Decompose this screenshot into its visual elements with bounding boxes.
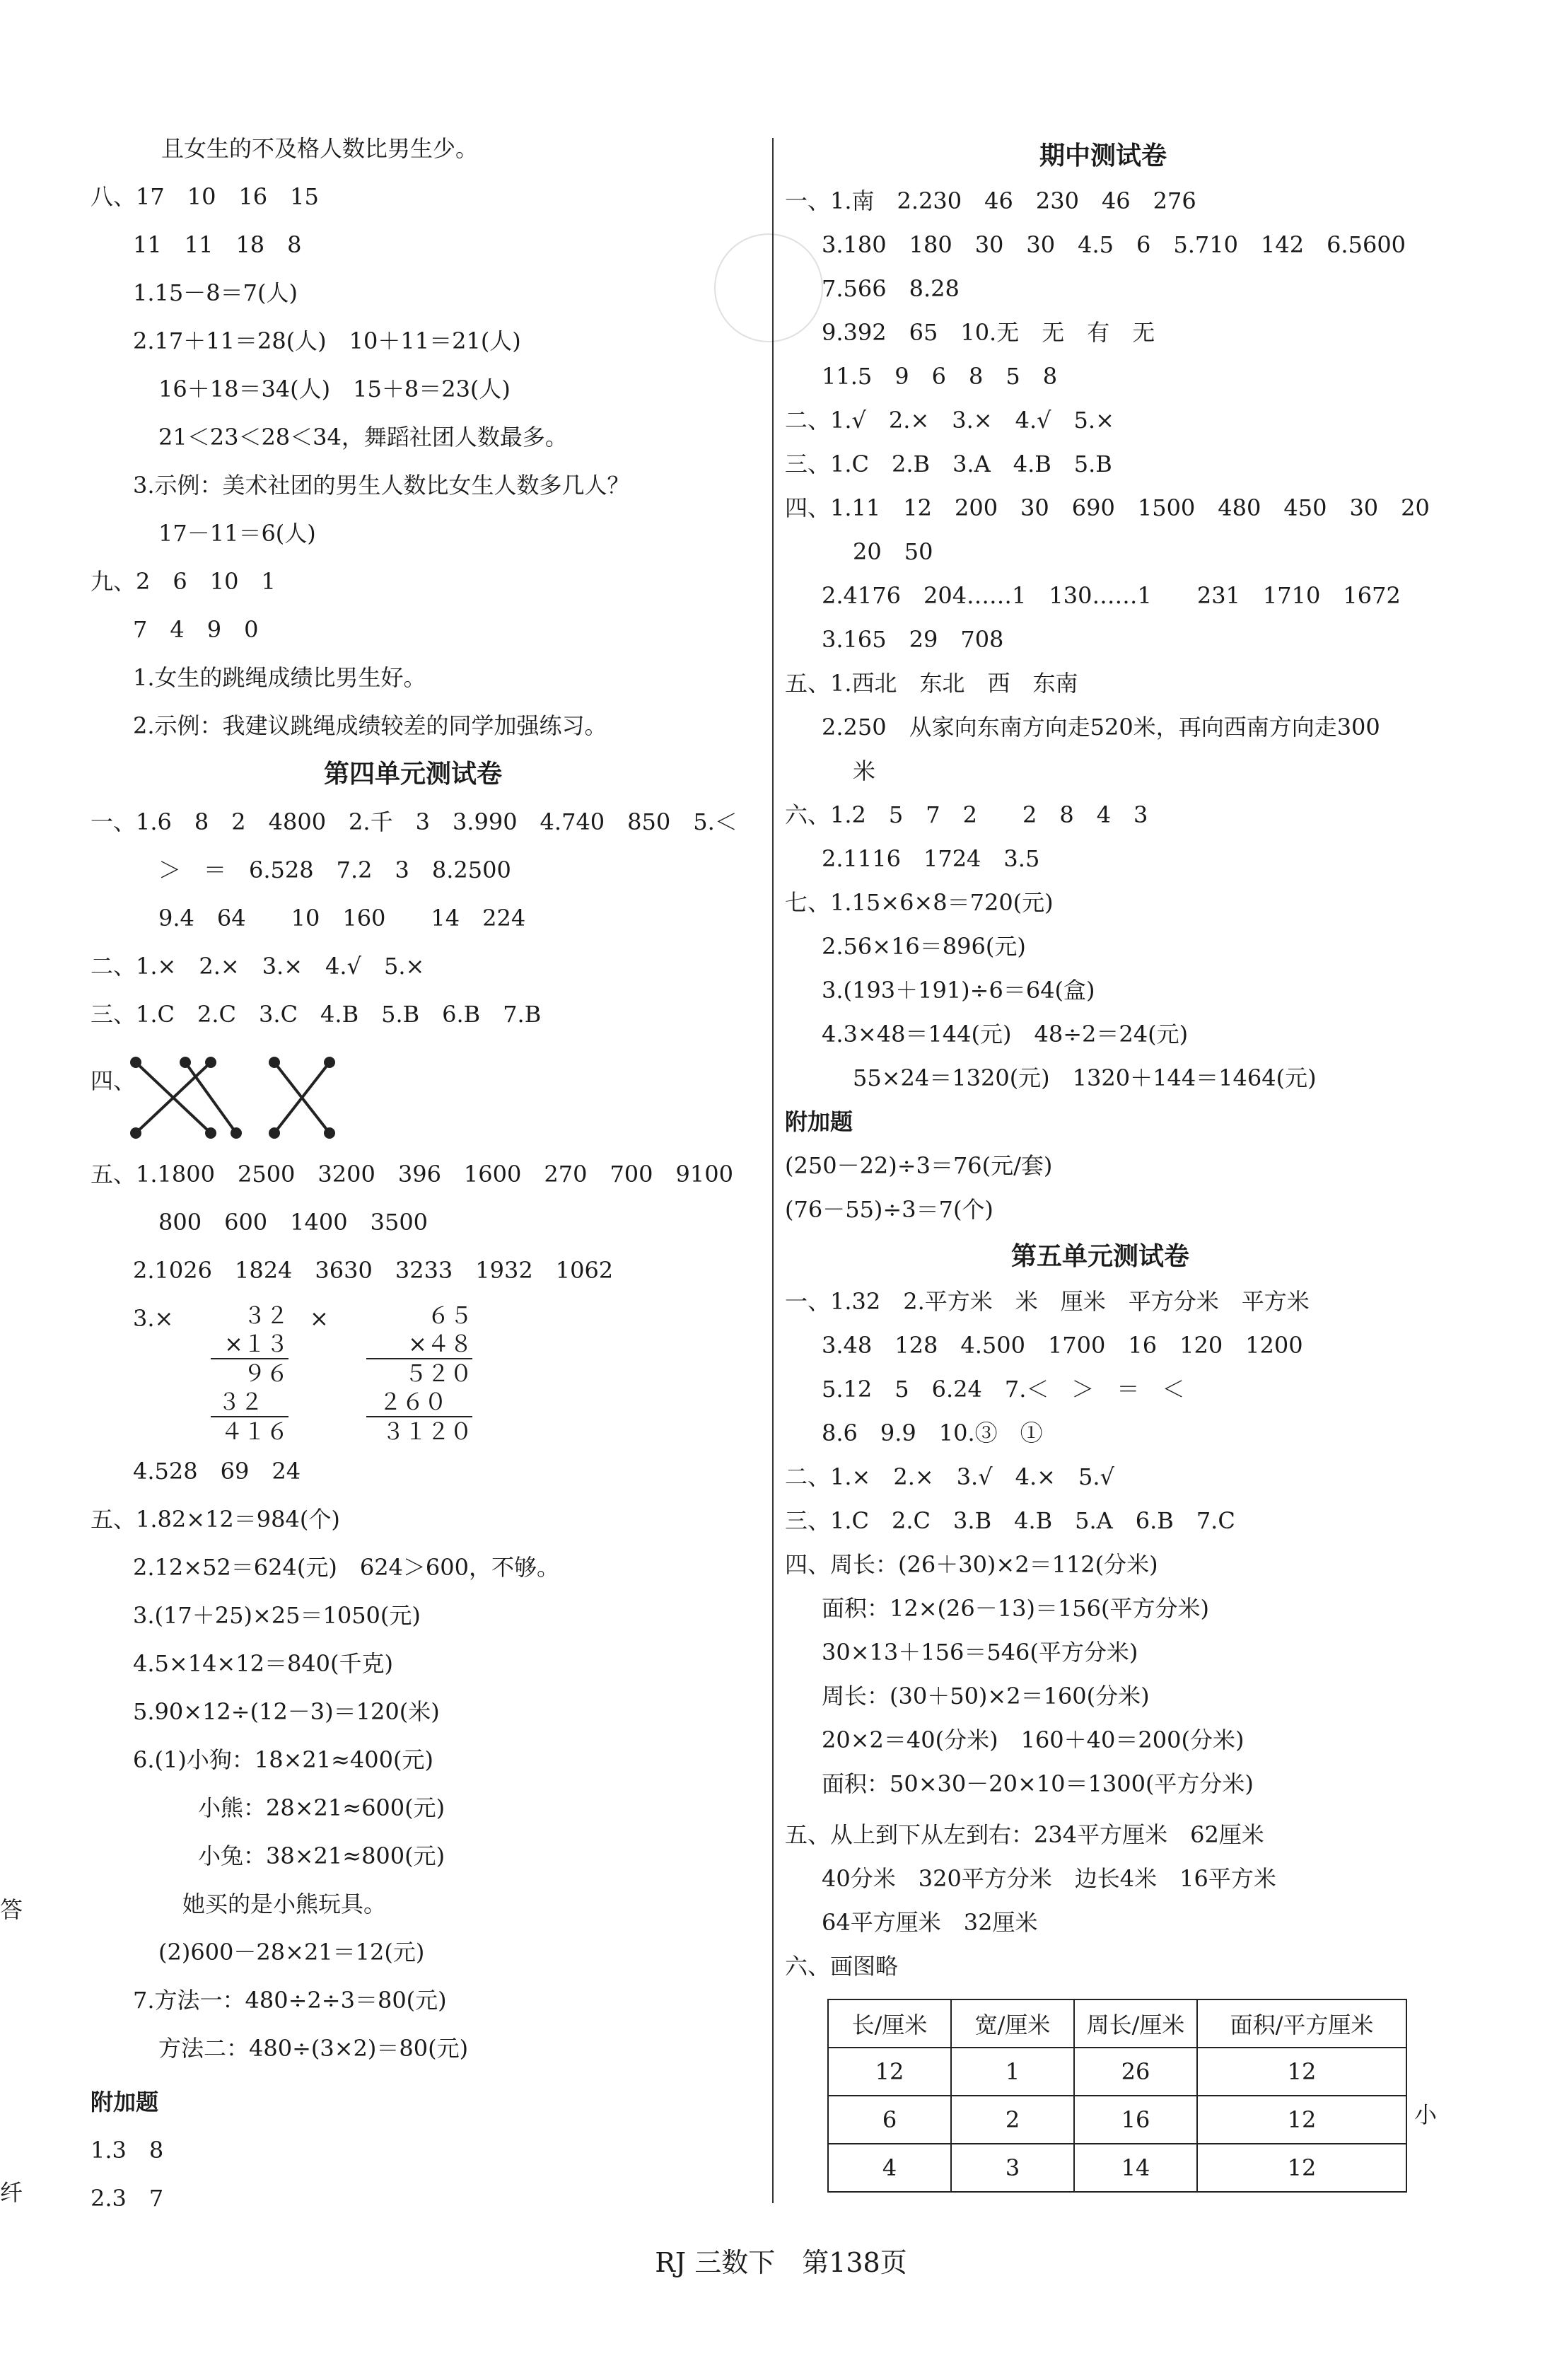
vertical-multiplication-2 [366,1301,472,1446]
dimensions-table [827,1999,1407,2193]
table-cell: 12 [828,2048,951,2096]
text-line: 2.12×52＝624(元) 624＞600，不够。 [133,1554,559,1581]
vm-number: ×１３ [211,1330,288,1359]
vm-number: ３２ [211,1388,288,1417]
text-line: 4.5×14×12＝840(千克) [133,1650,394,1677]
table-header: 宽/厘米 [951,1999,1074,2048]
text-line: 5.90×12÷(12－3)＝120(米) [133,1698,440,1725]
text-line: 面积：50×30－20×10＝1300(平方分米) [822,1770,1254,1797]
text-line: 3.48 128 4.500 1700 16 120 1200 [822,1332,1303,1359]
text-line: 七、1.15×6×8＝720(元) [785,889,1054,916]
text-line: 1.3 8 [91,2137,164,2164]
text-line: 1.女生的跳绳成绩比男生好。 [133,664,426,691]
bonus-heading: 附加题 [785,1108,853,1135]
vm-number: ９６ [243,1360,288,1387]
text-line: 4.3×48＝144(元) 48÷2＝24(元) [822,1021,1189,1047]
vm-number: ５２０ [404,1360,472,1387]
text-line: 二、1.× 2.× 3.√ 4.× 5.√ [785,1463,1114,1490]
table-header: 面积/平方厘米 [1197,1999,1406,2048]
faded-stamp [714,233,823,342]
text-line: 3.(193＋191)÷6＝64(盒) [822,977,1095,1004]
text-line: 五、从上到下从左到右：234平方厘米 62厘米 [785,1821,1264,1848]
text-line: 3.165 29 708 [822,626,1004,653]
text-line: 米 [853,757,876,784]
text-line: 11.5 9 6 8 5 8 [822,363,1058,390]
text-line: 9.4 64 10 160 14 224 [158,905,526,931]
text-line: 五、1.82×12＝984(个) [91,1506,340,1533]
text-line: 20×2＝40(分米) 160＋40＝200(分米) [822,1726,1245,1753]
section-8: 八、17 10 16 15 [91,183,319,210]
table-row [828,2144,1406,2192]
text-line: (76－55)÷3＝7(个) [785,1196,993,1223]
text-line: 六、画图略 [785,1953,899,1980]
table-cell: 12 [1197,2048,1406,2096]
table-cell: 12 [1197,2144,1406,2192]
text-line: 2.1026 1824 3630 3233 1932 1062 [133,1257,614,1284]
text-line: 3.180 180 30 30 4.5 6 5.710 142 6.5600 [822,231,1406,258]
text-line: 7.方法一：480÷2÷3＝80(元) [133,1987,447,2014]
table-row [828,2096,1406,2144]
text-line: 四、周长：(26＋30)×2＝112(分米) [785,1551,1158,1578]
text-line: 5.12 5 6.24 7.＜ ＞ ＝ ＜ [822,1376,1185,1403]
text-line: 她买的是小熊玩具。 [182,1891,387,1917]
section-9: 九、2 6 10 1 [91,568,276,595]
text-line: 四、 [91,1067,136,1094]
text-line: 五、1.西北 东北 西 东南 [785,670,1078,697]
text-line: 2.3 7 [91,2185,164,2212]
midterm-heading: 期中测试卷 [1039,141,1167,170]
text-line: 一、1.6 8 2 4800 2.千 3 3.990 4.740 850 5.＜ [91,808,738,835]
text-line: 1.15－8＝7(人) [133,279,298,306]
table-cell: 4 [828,2144,951,2192]
table-cell: 3 [951,2144,1074,2192]
table-side-note: 小 [1414,2101,1438,2128]
text-line: 16＋18＝34(人) 15＋8＝23(人) [158,376,511,402]
text-line: 11 11 18 8 [133,231,302,258]
text-line: 7.566 8.28 [822,275,960,302]
text-line: 6.(1)小狗：18×21≈400(元) [133,1746,433,1773]
table-header: 长/厘米 [828,1999,951,2048]
text-line: 21＜23＜28＜34，舞蹈社团人数最多。 [158,424,568,451]
column-divider [772,138,774,2203]
text-line: 六、1.2 5 7 2 2 8 4 3 [785,801,1148,828]
margin-char: 答 [0,1896,23,1923]
text-line: 4.528 69 24 [133,1458,301,1485]
text-line: 小兔：38×21≈800(元) [198,1842,445,1869]
text-line: 方法二：480÷(3×2)＝80(元) [158,2035,469,2062]
text-line: 2.4176 204……1 130……1 231 1710 1672 [822,582,1401,609]
vm-number: ３１２０ [381,1418,472,1445]
text-line: 二、1.× 2.× 3.× 4.√ 5.× [91,953,425,980]
vm-number: ６５ [426,1302,472,1329]
text-line: 30×13＋156＝546(平方分米) [822,1639,1138,1666]
text-line: 3.× [133,1305,174,1332]
table-cell: 6 [828,2096,951,2144]
vm-number: ４１６ [220,1418,288,1445]
text-line: 8.6 9.9 10.③ ① [822,1420,1043,1446]
bonus-heading: 附加题 [91,2089,159,2115]
table-cell: 2 [951,2096,1074,2144]
text-line: 17－11＝6(人) [158,520,316,547]
text-line: 64平方厘米 32厘米 [822,1909,1038,1936]
table-cell: 16 [1074,2096,1197,2144]
text-line: ＞ ＝ 6.528 7.2 3 8.2500 [158,857,511,883]
text-line: 20 50 [853,538,933,565]
text-line: 面积：12×(26－13)＝156(平方分米) [822,1595,1209,1622]
text-line: 800 600 1400 3500 [158,1209,429,1236]
text-line: (2)600－28×21＝12(元) [158,1939,425,1966]
page-footer: RJ 三数下 第138页 [655,2247,907,2278]
table-cell: 14 [1074,2144,1197,2192]
text-line: 周长：(30＋50)×2＝160(分米) [822,1683,1150,1709]
text-line: 2.250 从家向东南方向走520米，再向西南方向走300 [822,714,1380,741]
vm-number: ３２ [243,1302,288,1329]
text-line: 三、1.C 2.B 3.A 4.B 5.B [785,451,1112,477]
text-line: 7 4 9 0 [133,616,259,643]
vm-number: ２６０ [366,1388,472,1417]
text-line: 2.1116 1724 3.5 [822,845,1040,872]
vertical-multiplication-1 [211,1301,288,1446]
table-cell: 12 [1197,2096,1406,2144]
text-line: 2.示例：我建议跳绳成绩较差的同学加强练习。 [133,712,607,739]
text-line: 且女生的不及格人数比男生少。 [161,135,479,162]
text-line: 一、1.32 2.平方米 米 厘米 平方分米 平方米 [785,1288,1310,1315]
text-line: 三、1.C 2.C 3.C 4.B 5.B 6.B 7.B [91,1001,542,1028]
text-line: 五、1.1800 2500 3200 396 1600 270 700 9100 [91,1161,733,1188]
text-line: 2.17＋11＝28(人) 10＋11＝21(人) [133,327,521,354]
text-line: 40分米 320平方分米 边长4米 16平方米 [822,1865,1276,1892]
table-row [828,2048,1406,2096]
margin-char: 纤 [0,2179,23,2206]
text-line: 二、1.√ 2.× 3.× 4.√ 5.× [785,407,1114,434]
table-cell: 26 [1074,2048,1197,2096]
table-cell: 1 [951,2048,1074,2096]
text-line: 小熊：28×21≈600(元) [198,1794,445,1821]
vm-number: ×４８ [366,1330,472,1359]
text-line: 三、1.C 2.C 3.B 4.B 5.A 6.B 7.C [785,1507,1235,1534]
table-header-row [828,1999,1406,2048]
text-line: 3.(17＋25)×25＝1050(元) [133,1602,421,1629]
text-line: × [310,1305,329,1332]
matching-lines-diagram [126,1054,366,1146]
table-header: 周长/厘米 [1074,1999,1197,2048]
unit5-heading: 第五单元测试卷 [1011,1241,1190,1271]
text-line: 四、1.11 12 200 30 690 1500 480 450 30 20 [785,494,1430,521]
text-line: 一、1.南 2.230 46 230 46 276 [785,187,1196,214]
text-line: 3.示例：美术社团的男生人数比女生人数多几人？ [133,472,630,499]
text-line: (250－22)÷3＝76(元/套) [785,1152,1053,1179]
text-line: 9.392 65 10.无 无 有 无 [822,319,1155,346]
text-line: 2.56×16＝896(元) [822,933,1026,960]
unit4-heading: 第四单元测试卷 [324,759,503,789]
text-line: 55×24＝1320(元) 1320＋144＝1464(元) [853,1064,1317,1091]
